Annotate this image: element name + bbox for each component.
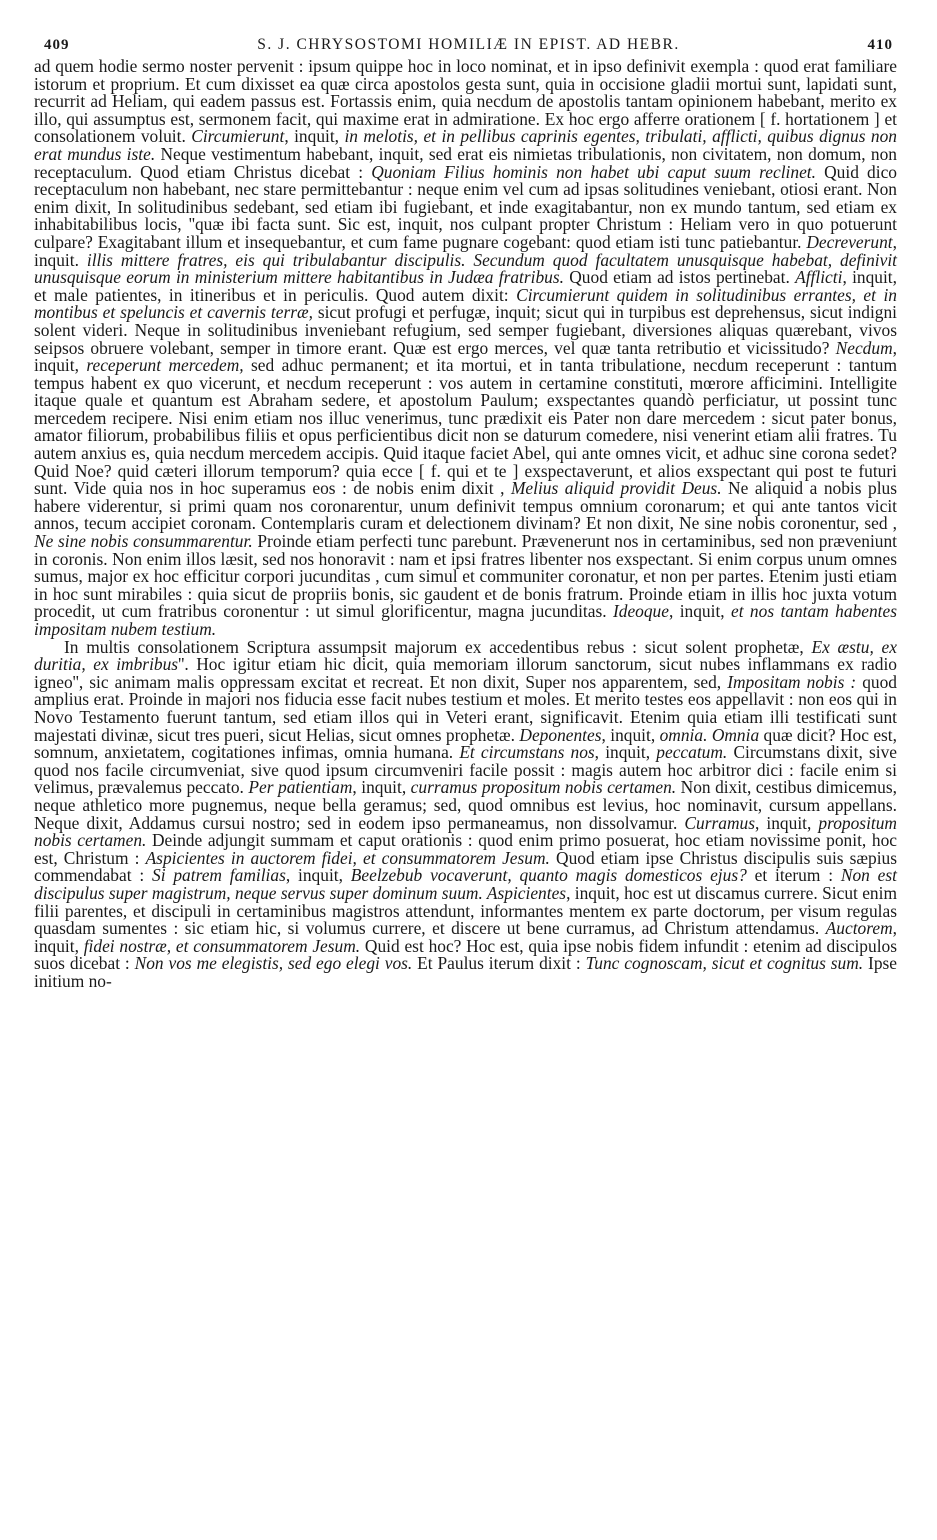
italic-quotation: Impositam nobis : — [727, 671, 857, 692]
text-run: , inquit, — [668, 601, 731, 622]
running-title: S. J. CHRYSOSTOMI HOMILIÆ IN EPIST. AD HEBR. — [257, 36, 680, 53]
text-run: , inquit, et male patientes, in itineribus et in periculis. Quod autem dixit: — [34, 267, 897, 305]
italic-quotation: propositum nobis certamen. — [34, 812, 897, 851]
paragraph-1 — [34, 58, 897, 639]
text-run: Deinde adjungit summam et caput orationis : quod enim primo posuerat, hoc etiam novissime ponit, hoc est, Christum : — [34, 830, 897, 868]
text-run: sed adhuc permanent; et ita mortui, et in tanta tribulatione, necdum receperunt : tantum tempus habent ex quo vicerunt, et necdum receperunt : vos autem in certamine constituti, mœrore afficimini. Intelligite itaque quale et quantum est Abraham sedere, et apostolum Paulum; exspectantes quandò perficiatur, ut possint tunc mercedem recipere. Nisi enim etiam nos illuc venerimus, tunc prædixit eis Pater non dare mercedem : sicut pater bonus, amator filiorum, probabilibus filiis et opus perficientibus dicit non se daturum comedere, nisi venerint etiam alii fratres. Tu autem anxius es, quia necdum mercedem accipis. Quid itaque faciet Abel, qui ante omnes vicit, et adhuc sine corona sedet? Quid Noe? quid cæteri illorum temporum? quia ecce [ f. qui et te ] exspectaverunt, et alios exspectant qui post te futuri sunt. Vide quia nos in hoc superamus eos : de nobis enim dixit , — [34, 355, 897, 499]
text-run: In multis consolationem Scriptura assumpsit majorum ex accedentibus rebus : sicut solent prophetæ, — [64, 636, 812, 657]
text-run: Quod etiam ipse Christus discipulis suis sæpius commendabat : — [34, 847, 898, 886]
text-run: Ne aliquid a nobis plus habere viderentur, si primi quam nos coronarentur, unum definivit tempus omnium coronarum; et qui ante tantos vicit annos, tecum accipiet coronam. Contemplaris curam et delectionem divinam? Et non dixit, Ne sine nobis coronentur, sed , — [34, 478, 897, 534]
text-run: quod amplius erat. Proinde in majori nos fiducia esse facit nubes testium et moles. Et merito testes eos appellavit : non eos qui in Novo Testamento fuerunt tantum, sed etiam illos qui in Veteri erant, significavit. Etenim quia etiam illi testificati sunt majestati divinæ, sicut tres pueri, sicut Helias, sicut omnes prophetæ. — [34, 671, 897, 745]
text-run: sicut profugi et perfugæ, inquit; sicut qui in turpibus est deprehensus, sicut indigni solent videri. Neque in solitudinibus inveniebant refugium, sed semper fugiebant, diversiones aliquas quærebant, vivos seipsos obruere volebant, semper in timore erant. Quæ est ergo merces, vel quæ tanta retributio et vicissitudo? — [34, 302, 898, 358]
text-run: et iterum : — [746, 865, 841, 886]
italic-quotation: et nos tantam habentes impositam nubem testium. — [34, 601, 897, 639]
italic-quotation: Per patientiam — [248, 777, 353, 798]
text-run: Quid est hoc? Hoc est, quia ipse nobis fidem infundit : etenim ad discipulos suos dicebat : — [34, 935, 897, 974]
text-run: Proinde etiam perfecti tunc parebunt. Prævenerunt nos in certaminibus, sed non præveniunt in coronis. Non enim illos læsit, sed nos honoravit : nam et ipsi fratres libenter nos exspectant. Si enim corpus unum omnes sumus, major ex hoc efficitur corpori jucunditas , cum simul et communiter coronatur, et non per partes. Etenim justi etiam in hoc sunt mirabiles : quia sicut de propriis bonis, sic gaudent et de bonis fratrum. Proinde etiam in illis hoc juxta votum procedit, ut cum fratribus coronentur : ut simul glorificentur, magna jucunditas. — [34, 531, 898, 622]
italic-quotation: Ideoque — [612, 601, 669, 622]
text-run: , inquit, — [34, 918, 897, 956]
text-run: Ipse initium no- — [34, 953, 898, 991]
running-header — [44, 36, 893, 54]
page-number-left: 409 — [44, 37, 70, 53]
italic-quotation: Quoniam Filius hominis non habet ubi caput suum reclinet. — [371, 161, 816, 182]
body-text — [34, 58, 897, 990]
italic-quotation: Melius aliquid providit Deus. — [510, 478, 722, 499]
italic-quotation: Aspicientes in auctorem fidei, et consummatorem Jesum. — [145, 847, 550, 868]
text-run: , inquit. — [34, 231, 897, 270]
text-run: Circumstans dixit, sive quod nos facile circumveniat, sive quod ipsum circumveniri facile possit : magis autem hoc arbitror dici : facile enim si velimus, prævalemus peccato. — [34, 742, 897, 798]
italic-quotation: Tunc cognoscam, sicut et cognitus sum. — [585, 953, 864, 974]
italic-quotation: Circumierunt — [191, 126, 285, 147]
italic-quotation: Circumierunt quidem in solitudinibus errantes, et in montibus et speluncis et cavernis terræ, — [34, 284, 897, 323]
text-run: Et Paulus iterum dixit : — [412, 953, 586, 974]
italic-quotation: Et circumstans nos — [459, 742, 595, 763]
paragraph-2 — [34, 636, 898, 991]
text-run: ad quem hodie sermo noster pervenit : ipsum quippe hoc in loco nominat, et in ipso definivit exempla : quod erat familiare istorum et proprium. Et cum dixisset ea quæ circa apostolos gesta sunt, quia in occisione gladii mortui sunt, lapidati sunt, recurrit ad Heliam, qui eadem passus est. Fortassis enim, quia necdum de apostolis tantam opinionem habebant, merito ex illo, qui assumptus est, sermonem facit, qui maxime erat in admiratione. Ex hoc ergo afferre orationem [ f. hortationem ] et consolationem voluit. — [34, 56, 897, 147]
text-run: Quod etiam ad istos pertinebat. — [563, 267, 796, 288]
text-run: Quid dico receptaculum non habebant, nec stare permittebantur : neque enim vel cum ad ipsas solitudines veniebant, otiosi erant. Non enim dixit, In solitudinibus sedebant, sed etiam ibi fugiebant, et inde exagitabantur, non ex mundo tantum, sed etiam ex inhabitabilibus locis, ''quæ ibi facta sunt. Sic est, inquit, nos culpant propter Christum : Heliam vero in quo potuerunt culpare? Exagitabant illum et insequebantur, et cum fame pugnare cogebant: quod etiam isti tunc patiebantur. — [34, 161, 897, 252]
italic-quotation: Curramus — [684, 812, 755, 833]
italic-quotation: omnia. Omnia — [659, 724, 760, 745]
text-run: , inquit, — [285, 865, 351, 886]
italic-quotation: Necdum — [835, 337, 893, 358]
italic-quotation: illis mittere fratres, eis qui tribulabantur discipulis. Secundum quod facultatem unusquisque habebat, definivit unusquisque eorum in ministerium mittere habitantibus in Judæa fratribus. — [34, 249, 897, 288]
text-run: , inquit, — [284, 126, 345, 147]
italic-quotation: Ex æstu, ex duritia, ex imbribus — [34, 636, 897, 675]
text-run: , inquit, — [594, 742, 657, 763]
page-number-right: 410 — [867, 37, 893, 53]
italic-quotation: Auctorem — [825, 918, 893, 939]
italic-quotation: Ne sine nobis consummarentur. — [34, 531, 253, 552]
italic-quotation: peccatum. — [656, 742, 728, 763]
text-run: Neque vestimentum habebant, inquit, sed erat eis nimietas tribulationis, non civitatem, non domum, non receptaculum. Quod etiam Christus dicebat : — [34, 143, 897, 182]
text-run: , inquit, — [34, 337, 897, 376]
text-run: , inquit, — [754, 812, 819, 833]
italic-quotation: Decreverunt — [806, 231, 893, 252]
italic-quotation: curramus propositum nobis certamen. — [410, 777, 677, 798]
text-run: , inquit, — [601, 724, 660, 745]
italic-quotation: Afflicti — [795, 267, 843, 288]
text-run: , inquit, — [352, 777, 411, 798]
italic-quotation: receperunt mercedem, — [86, 355, 244, 376]
italic-quotation: fidei nostræ, et consummatorem Jesum. — [83, 935, 361, 956]
italic-quotation: Si patrem familias — [152, 865, 286, 886]
text-run: ''. Hoc igitur etiam hic dicit, quia memoriam illorum sanctorum, sicut nubes inflammans ex radio igneo'', sic animam malis oppressam excitat et recreat. Et non dixit, Super nos apparentem, sed, — [34, 654, 897, 692]
italic-quotation: Beelzebub vocaverunt, quanto magis domesticos ejus? — [350, 865, 747, 886]
italic-quotation: in melotis, et in pellibus caprinis egentes, tribulati, afflicti, quibus dignus non erat mundus iste. — [34, 126, 897, 164]
text-run: Non dixit, cestibus dimicemus, neque athletico more pugnemus, neque bella geramus; sed, quod omnibus est levius, hoc nominavit, cursum appellans. Neque dixit, Addamus cursui nostro; sed in eodem ipso permaneamus, non dissolvamur. — [34, 777, 897, 833]
text-run: quæ dicit? Hoc est, somnum, anxietatem, cogitationes infimas, omnia humana. — [34, 724, 897, 763]
italic-quotation: Non vos me elegistis, sed ego elegi vos. — [134, 953, 413, 974]
italic-quotation: Non est discipulus super magistrum, neque servus super dominum suum. Aspicientes — [34, 865, 898, 903]
text-run: , inquit, hoc est ut discamus currere. Sicut enim filii parentes, et discipuli in certaminibus magistros attendunt, informantes mentem ex parte doctorum, per visum regulas quasdam sumentes : sic etiam hic, si volumus currere, et discere ut bene curramus, ad Christum attendamus. — [34, 882, 897, 939]
italic-quotation: Deponentes — [519, 724, 602, 745]
